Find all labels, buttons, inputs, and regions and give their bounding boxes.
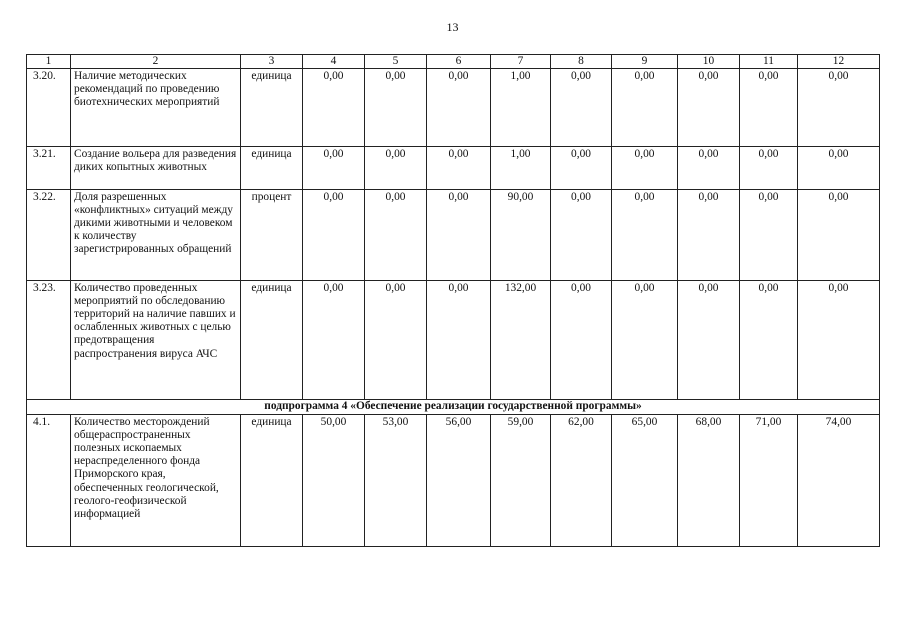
value-cell: 90,00: [491, 190, 551, 281]
row-number: 4.1.: [27, 415, 71, 547]
value-cell: 0,00: [798, 69, 880, 147]
value-cell: 62,00: [551, 415, 612, 547]
value-cell: 0,00: [365, 147, 427, 190]
value-cell: 0,00: [740, 190, 798, 281]
value-cell: 0,00: [365, 69, 427, 147]
column-header: 12: [798, 55, 880, 69]
row-number: 3.20.: [27, 69, 71, 147]
value-cell: 53,00: [365, 415, 427, 547]
subprogram-title: подпрограмма 4 «Обеспечение реализации государственной программы»: [27, 400, 880, 415]
unit-cell: единица: [241, 147, 303, 190]
table-row: [27, 190, 880, 281]
row-number: 3.22.: [27, 190, 71, 281]
value-cell: 0,00: [740, 281, 798, 400]
value-cell: 0,00: [612, 281, 678, 400]
column-header: 7: [491, 55, 551, 69]
value-cell: 0,00: [427, 147, 491, 190]
column-header: 2: [71, 55, 241, 69]
value-cell: 0,00: [427, 190, 491, 281]
column-header: 4: [303, 55, 365, 69]
value-cell: 0,00: [678, 147, 740, 190]
value-cell: 59,00: [491, 415, 551, 547]
column-header: 8: [551, 55, 612, 69]
value-cell: 0,00: [427, 69, 491, 147]
table-row: [27, 147, 880, 190]
table-row: [27, 281, 880, 400]
value-cell: 0,00: [365, 281, 427, 400]
column-number-header-row: [27, 55, 880, 69]
unit-cell: процент: [241, 190, 303, 281]
row-number: 3.23.: [27, 281, 71, 400]
value-cell: 0,00: [798, 147, 880, 190]
value-cell: 0,00: [678, 69, 740, 147]
value-cell: 0,00: [303, 281, 365, 400]
value-cell: 0,00: [303, 147, 365, 190]
value-cell: 0,00: [612, 69, 678, 147]
indicator-name: Доля разрешенных «конфликтных» ситуаций между дикими животными и человеком к количеству зарегистрированных обращений: [71, 190, 241, 281]
value-cell: 50,00: [303, 415, 365, 547]
column-header: 9: [612, 55, 678, 69]
column-header: 11: [740, 55, 798, 69]
value-cell: 0,00: [740, 69, 798, 147]
value-cell: 74,00: [798, 415, 880, 547]
unit-cell: единица: [241, 69, 303, 147]
value-cell: 68,00: [678, 415, 740, 547]
value-cell: 0,00: [303, 69, 365, 147]
unit-cell: единица: [241, 415, 303, 547]
indicators-table: [26, 54, 880, 547]
value-cell: 1,00: [491, 147, 551, 190]
value-cell: 56,00: [427, 415, 491, 547]
indicator-name: Создание вольера для разведения диких копытных животных: [71, 147, 241, 190]
value-cell: 1,00: [491, 69, 551, 147]
value-cell: 0,00: [798, 281, 880, 400]
value-cell: 0,00: [678, 281, 740, 400]
value-cell: 0,00: [612, 147, 678, 190]
value-cell: 0,00: [427, 281, 491, 400]
value-cell: 65,00: [612, 415, 678, 547]
column-header: 1: [27, 55, 71, 69]
section-header-row: [27, 400, 880, 415]
value-cell: 132,00: [491, 281, 551, 400]
column-header: 3: [241, 55, 303, 69]
unit-cell: единица: [241, 281, 303, 400]
value-cell: 0,00: [303, 190, 365, 281]
value-cell: 0,00: [798, 190, 880, 281]
value-cell: 0,00: [740, 147, 798, 190]
indicator-name: Количество месторождений общераспространенных полезных ископаемых нераспределенного фонда Приморского края, обеспеченных геологической, геолого-геофизической информацией: [71, 415, 241, 547]
value-cell: 0,00: [551, 147, 612, 190]
page-number: 13: [446, 20, 459, 34]
value-cell: 0,00: [365, 190, 427, 281]
value-cell: 71,00: [740, 415, 798, 547]
column-header: 5: [365, 55, 427, 69]
row-number: 3.21.: [27, 147, 71, 190]
value-cell: 0,00: [551, 281, 612, 400]
indicator-name: Количество проведенных мероприятий по обследованию территорий на наличие павших и ослабленных животных с целью предотвращения распространения вируса АЧС: [71, 281, 241, 400]
column-header: 10: [678, 55, 740, 69]
table-row: [27, 415, 880, 547]
column-header: 6: [427, 55, 491, 69]
table-row: [27, 69, 880, 147]
value-cell: 0,00: [678, 190, 740, 281]
value-cell: 0,00: [551, 69, 612, 147]
value-cell: 0,00: [551, 190, 612, 281]
value-cell: 0,00: [612, 190, 678, 281]
indicator-name: Наличие методических рекомендаций по проведению биотехнических мероприятий: [71, 69, 241, 147]
